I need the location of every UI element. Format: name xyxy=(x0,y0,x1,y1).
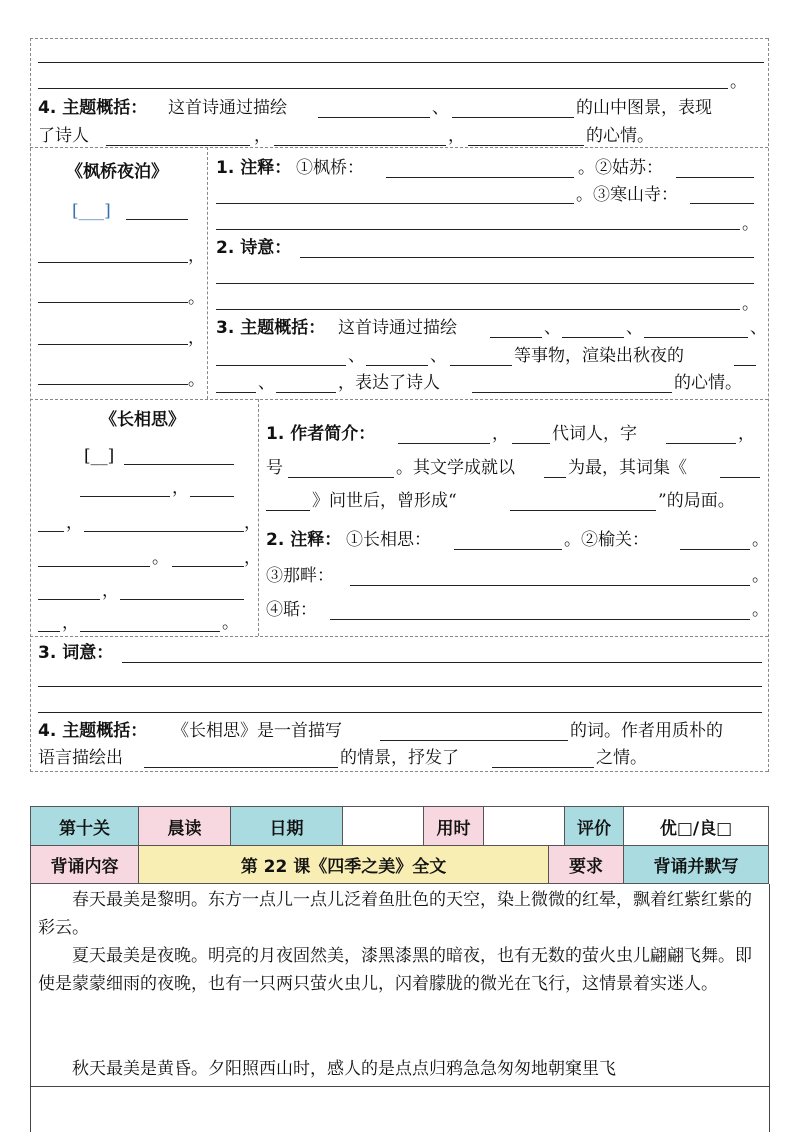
answer-line[interactable] xyxy=(122,662,762,663)
comma: ， xyxy=(188,328,205,348)
comma: ， xyxy=(492,424,509,444)
blank[interactable] xyxy=(288,477,394,478)
blank[interactable] xyxy=(216,203,574,204)
frame-bottom-border xyxy=(30,771,768,772)
eval-label-cell: 评价 xyxy=(564,806,624,846)
theme-text: 的心情。 xyxy=(586,126,654,146)
theme-label: 4. 主题概括： xyxy=(38,721,148,741)
answer-line[interactable] xyxy=(38,62,764,63)
blank[interactable] xyxy=(330,619,750,620)
blank[interactable] xyxy=(106,145,250,146)
session-cell: 晨读 xyxy=(138,806,231,846)
theme-text: 的山中图景，表现 xyxy=(576,98,712,118)
theme-text: 的心情。 xyxy=(674,373,742,393)
separator: 、 xyxy=(348,346,365,366)
note-item: 。③寒山寺： xyxy=(576,185,678,205)
level-cell: 第十关 xyxy=(30,806,139,846)
theme-text: 这首诗通过描绘 xyxy=(168,98,287,118)
period: 。 xyxy=(752,600,769,620)
theme-text: 《长相思》是一首描写 xyxy=(172,721,342,741)
period: 。 xyxy=(152,548,169,568)
poem-line-4[interactable] xyxy=(38,384,188,385)
note-label: 2. 注释： xyxy=(266,530,342,550)
date-input[interactable] xyxy=(342,806,424,846)
blank[interactable] xyxy=(720,477,760,478)
note-item: ③那畔： xyxy=(266,566,334,586)
blank[interactable] xyxy=(680,549,750,550)
blank[interactable] xyxy=(216,365,346,366)
blank[interactable] xyxy=(398,443,490,444)
blank[interactable] xyxy=(512,443,550,444)
answer-line[interactable] xyxy=(38,88,728,89)
answer-line[interactable] xyxy=(216,309,740,310)
frame-top-border xyxy=(30,38,768,39)
blank[interactable] xyxy=(318,117,430,118)
author-bracket: [___] xyxy=(72,201,111,221)
comma: ， xyxy=(738,424,755,444)
text-left-border xyxy=(30,884,31,1132)
text-right-border xyxy=(769,884,770,1132)
blank[interactable] xyxy=(690,203,754,204)
blank[interactable] xyxy=(350,585,750,586)
comma: ， xyxy=(66,513,83,533)
poem-line-2[interactable] xyxy=(38,302,188,303)
note-item: ④聒： xyxy=(266,600,317,620)
note-item: 。②姑苏： xyxy=(578,158,663,178)
comma: ， xyxy=(62,613,79,633)
author-blank[interactable] xyxy=(126,219,188,220)
comma: ， xyxy=(102,581,119,601)
answer-line[interactable] xyxy=(38,712,762,713)
poem-line[interactable] xyxy=(84,531,244,532)
paragraph-spring: 春天最美是黎明。东方一点儿一点儿泛着鱼肚色的天空，染上微微的红晕，飘着红紫红紫的彩云。 xyxy=(38,890,752,938)
comma: ， xyxy=(448,126,465,146)
blank[interactable] xyxy=(734,365,756,366)
text-bottom-border xyxy=(30,1086,769,1087)
blank[interactable] xyxy=(510,510,656,511)
paragraph-autumn: 秋天最美是黄昏。夕阳照西山时，感人的是点点归鸦急急匆匆地朝窠里飞 xyxy=(72,1059,616,1079)
separator: 、 xyxy=(432,98,449,118)
blank[interactable] xyxy=(366,365,428,366)
answer-line[interactable] xyxy=(216,283,754,284)
note-item: ①长相思： xyxy=(346,530,431,550)
author-label: 1. 作者简介： xyxy=(266,424,376,444)
author-text: ”的局面。 xyxy=(658,491,735,511)
meaning-label: 3. 词意： xyxy=(38,643,114,663)
author-text: 号 xyxy=(266,458,283,478)
author-bracket: [__] xyxy=(84,446,115,466)
blank[interactable] xyxy=(450,365,512,366)
blank[interactable] xyxy=(644,337,748,338)
frame-left-border xyxy=(30,38,31,772)
content-label-cell: 背诵内容 xyxy=(30,845,139,884)
blank[interactable] xyxy=(492,767,594,768)
theme-text: 的情景，抒发了 xyxy=(340,748,459,768)
separator: 、 xyxy=(544,318,561,338)
row-divider-3 xyxy=(30,636,768,637)
note-label: 1. 注释： xyxy=(216,158,292,178)
col-divider-fengqiao xyxy=(207,147,208,399)
theme-text: 的词。作者用质朴的 xyxy=(570,721,723,741)
frame-right-border xyxy=(768,38,769,772)
author-text: 》问世后，曾形成“ xyxy=(312,491,457,511)
comma: ， xyxy=(254,126,271,146)
require-value-cell: 背诵并默写 xyxy=(623,845,769,884)
theme-text: 之情。 xyxy=(596,748,647,768)
blank[interactable] xyxy=(144,767,338,768)
theme-label: 4. 主题概括： xyxy=(38,98,148,118)
time-label-cell: 用时 xyxy=(423,806,484,846)
theme-text: ，表达了诗人 xyxy=(338,373,440,393)
author-text: 代词人，字 xyxy=(552,424,637,444)
poem-title: 《枫桥夜泊》 xyxy=(66,162,168,182)
meaning-label: 2. 诗意： xyxy=(216,238,292,258)
lesson-title-cell: 第 22 课《四季之美》全文 xyxy=(138,845,549,884)
theme-text: 语言描绘出 xyxy=(38,748,123,768)
poem-line[interactable] xyxy=(172,566,244,567)
period: 。 xyxy=(188,370,205,390)
period: 。 xyxy=(222,613,239,633)
period: 。 xyxy=(752,566,769,586)
blank[interactable] xyxy=(676,177,754,178)
comma: ， xyxy=(244,548,261,568)
poem-line[interactable] xyxy=(38,631,60,632)
blank[interactable] xyxy=(276,392,336,393)
blank[interactable] xyxy=(544,477,566,478)
author-text: 为最，其词集《 xyxy=(568,458,687,478)
note-item: ①枫桥： xyxy=(296,158,364,178)
paragraph-summer: 夏天最美是夜晚。明亮的月夜固然美，漆黑漆黑的暗夜，也有无数的萤火虫儿翩翩飞舞。即使是蒙蒙细雨的夜晚，也有一只两只萤火虫儿，闪着朦胧的微光在飞行，这情景着实迷人。 xyxy=(38,946,752,994)
blank[interactable] xyxy=(490,337,542,338)
author-text: 。其文学成就以 xyxy=(396,458,515,478)
blank[interactable] xyxy=(562,337,624,338)
period: 。 xyxy=(752,530,769,550)
poem-line[interactable] xyxy=(80,631,220,632)
blank[interactable] xyxy=(266,510,310,511)
note-item: 。②榆关： xyxy=(564,530,649,550)
blank[interactable] xyxy=(452,117,574,118)
poem-title: 《长相思》 xyxy=(100,410,185,430)
end-mark: 。 xyxy=(742,294,759,314)
separator: 、 xyxy=(626,318,643,338)
blank[interactable] xyxy=(468,145,584,146)
time-input[interactable] xyxy=(483,806,565,846)
end-mark: 。 xyxy=(730,72,747,92)
blank[interactable] xyxy=(666,443,736,444)
blank[interactable] xyxy=(472,392,672,393)
blank[interactable] xyxy=(380,740,568,741)
end-mark: 。 xyxy=(742,214,759,234)
blank[interactable] xyxy=(216,392,256,393)
poem-line-3[interactable] xyxy=(38,344,188,345)
period: 。 xyxy=(188,288,205,308)
blank[interactable] xyxy=(274,145,446,146)
author-blank[interactable] xyxy=(124,464,234,465)
answer-line[interactable] xyxy=(38,686,762,687)
require-label-cell: 要求 xyxy=(548,845,624,884)
poem-line[interactable] xyxy=(190,496,234,497)
theme-label: 3. 主题概括： xyxy=(216,318,326,338)
poem-line[interactable] xyxy=(80,496,170,497)
blank[interactable] xyxy=(386,177,574,178)
answer-line[interactable] xyxy=(300,257,754,258)
date-label-cell: 日期 xyxy=(230,806,343,846)
theme-text: 这首诗通过描绘 xyxy=(338,318,457,338)
eval-options[interactable]: 优□/良□ xyxy=(623,806,769,846)
theme-text: 等事物，渲染出秋夜的 xyxy=(514,346,684,366)
poem-line-1[interactable] xyxy=(38,262,188,263)
separator: 、 xyxy=(258,373,275,393)
theme-text: 了诗人 xyxy=(38,126,89,146)
blank[interactable] xyxy=(216,229,740,230)
blank[interactable] xyxy=(454,549,562,550)
comma: ， xyxy=(244,513,261,533)
poem-line[interactable] xyxy=(120,599,244,600)
poem-line[interactable] xyxy=(38,531,64,532)
row-divider-2 xyxy=(30,399,768,400)
poem-line[interactable] xyxy=(38,566,150,567)
comma: ， xyxy=(172,478,189,498)
comma: ， xyxy=(188,246,205,266)
separator: 、 xyxy=(430,346,447,366)
poem-line[interactable] xyxy=(38,599,100,600)
separator: 、 xyxy=(750,318,767,338)
row-divider-1 xyxy=(30,147,768,148)
